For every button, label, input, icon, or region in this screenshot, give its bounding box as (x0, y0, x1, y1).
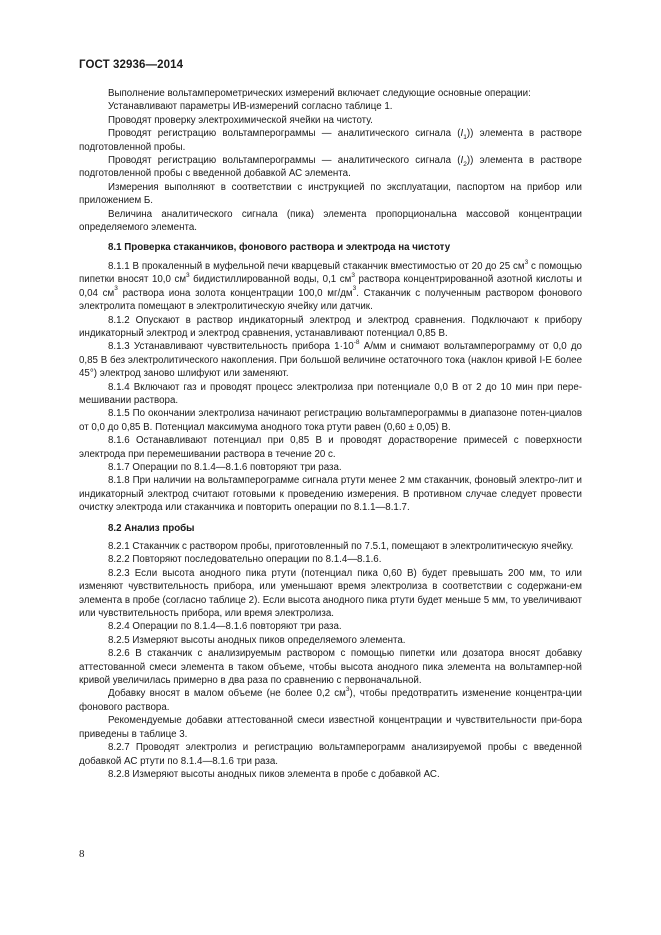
clause-8-1-2: 8.1.2 Опускают в раствор индикаторный электрод и электрод сравнения. Подключают к прибору индикаторный электрод и электрод сравнения, устанавливают потенциал 0,85 В. (79, 314, 582, 339)
page-body (79, 87, 582, 781)
section-heading: 8.1 Проверка стаканчиков, фонового раствора и электрода на чистоту (108, 242, 451, 254)
clause-8-1-3: 8.1.3 Устанавливают чувствительность прибора $1\cdot 10^{-8}$ А/мм и снимают вольтамперограмму от 0,0 до 0,85 В без электролитического накопления. При большой величине остаточного тока (наклон кривой I-E более 45°) электрод заново шлифуют или заменяют. (79, 339, 582, 380)
clause-8-1-8: 8.1.8 При наличии на вольтамперограмме сигнала ртути менее 2 мм стаканчик, фоновый электро-лит и индикаторный электрод считают готовыми к проведению измерения. В противном случае следует провести очистку электрода или стаканчика и повторить операции по 8.1.1—8.1.7. (79, 475, 582, 514)
document-header: ГОСТ 32936—2014 (79, 59, 184, 71)
clause-8-1-7: 8.1.7 Операции по 8.1.4—8.1.6 повторяют три раза. (108, 461, 342, 473)
intro-paragraph: Проводят регистрацию вольтамперограммы — аналитического сигнала $(I_1)$) элемента в растворе подготовленной пробы. (79, 128, 582, 153)
intro-paragraph: Устанавливают параметры ИВ-измерений согласно таблице 1. (108, 101, 393, 113)
clause-8-2-5: 8.2.5 Измеряют высоты анодных пиков определяемого элемента. (108, 634, 406, 646)
intro-paragraph: Проводят регистрацию вольтамперограммы — аналитического сигнала $(I_2)$) элемента в растворе подготовленной пробы с введенной добавкой АС элемента. (79, 155, 582, 180)
clause-8-2-3: 8.2.3 Если высота анодного пика ртути (потенциал пика 0,60 В) будет превышать 200 мм, то или изменяют чувствительность прибора, или уменьшают время электролиза в соответствии с содержани-ем элемента в пробе (согласно таблице 2). Если высота анодного пика ртути будет меньше 5 мм, то увеличивают или чувствительность прибора, или время электролиза. (79, 567, 582, 620)
page-number: 8 (79, 848, 85, 860)
clause-8-1-6: 8.1.6 Останавливают потенциал при 0,85 В и проводят дорастворение примесей с поверхности электрода при перемешивании раствора в течение 20 с. (79, 435, 582, 460)
intro-paragraph: Измерения выполняют в соответствии с инструкцией по эксплуатации, паспортом на прибор или приложением Б. (79, 181, 582, 207)
clause-8-2-8: 8.2.8 Измеряют высоты анодных пиков элемента в пробе с добавкой АС. (108, 768, 440, 780)
clause-8-1-5: 8.1.5 По окончании электролиза начинают регистрацию вольтамперограммы в диапазоне потен-циалов от 0,0 до 0,85 В. Потенциал максимума анодного тока ртути равен (0,60 ± 0,05) В. (79, 408, 582, 433)
clause-8-2-6-volume-note: Добавку вносят в малом объеме (не более 0,2 $см^3$), чтобы предотвратить изменение концентра-ции фонового раствора. (79, 686, 582, 713)
section-heading: 8.2 Анализ пробы (108, 522, 195, 534)
clause-8-1-4: 8.1.4 Включают газ и проводят процесс электролиза при потенциале 0,0 В от 2 до 10 мин при пере-мешивании раствора. (79, 381, 582, 406)
intro-paragraph: Выполнение вольтамперометрических измерений включает следующие основные операции: (108, 88, 531, 99)
clause-8-2-1: 8.2.1 Стаканчик с раствором пробы, приготовленный по 7.5.1, помещают в электролитическую ячейку. (108, 541, 574, 552)
intro-paragraph: Проводят проверку электрохимической ячейки на чистоту. (108, 114, 373, 126)
clause-8-2-2: 8.2.2 Повторяют последовательно операции по 8.1.4—8.1.6. (108, 554, 382, 566)
clause-8-2-4: 8.2.4 Операции по 8.1.4—8.1.6 повторяют три раза. (108, 621, 342, 633)
intro-paragraph: Величина аналитического сигнала (пика) элемента пропорциональна массовой концентрации определяемого элемента. (79, 208, 582, 234)
clause-8-1-1: 8.1.1 В прокаленный в муфельной печи кварцевый стаканчик вместимостью от 20 до 25 $см^3$ с помощью пипетки вносят 10,0 $см^3$ бидистиллированной воды, 0,1 $см^3$ раствора концентрированной азотной кислоты и 0,04 $см^3$ раствора иона золота концентрации 100,0 $мг/дм^3$. Стаканчик с полученным раствором фонового электролита помещают в электролитическую ячейку или датчик. (79, 258, 583, 313)
clause-8-2-7: 8.2.7 Проводят электролиз и регистрацию вольтамперограмм анализируемой пробы с введенной добавкой АС ртути по 8.1.4—8.1.6 три раза. (79, 742, 582, 767)
clause-8-2-6-recommendation: Рекомендуемые добавки аттестованной смеси известной концентрации и чувствительности при-бора приведены в таблице 3. (79, 715, 582, 740)
clause-8-2-6: 8.2.6 В стаканчик с анализируемым раствором с помощью пипетки или дозатора вносят добавку аттестованной смеси элемента в таком объеме, чтобы высота анодного пика элемента на вольтампер-ной кривой увеличилась примерно в два раза по сравнению с первоначальной. (79, 648, 582, 687)
